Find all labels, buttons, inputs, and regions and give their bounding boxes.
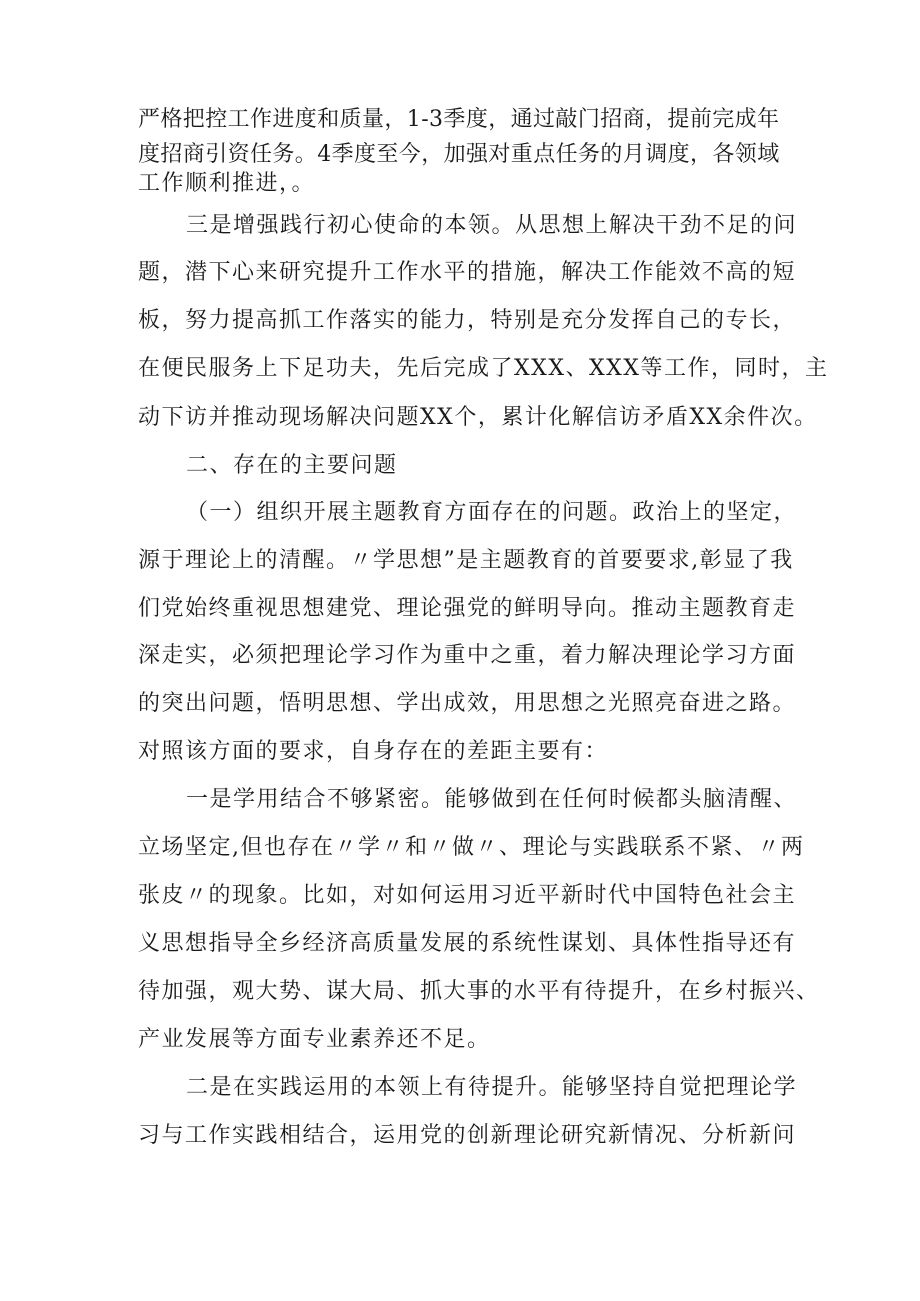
text-line: 二是在实践运用的本领上有待提升。能够坚持自觉把理论学 <box>186 1075 798 1100</box>
text-line: 深走实，必须把理论学习作为重中之重，着力解决理论学习方面 <box>138 643 797 668</box>
text-line: 产业发展等方面专业素养还不足。 <box>138 1027 491 1052</box>
text-line: 动下访并推动现场解决问题XX个，累计化解信访矛盾XX余件次。 <box>138 405 818 430</box>
text-line: 习与工作实践相结合，运用党的创新理论研究新情况、分析新问 <box>138 1123 797 1148</box>
text-line: 题，潜下心来研究提升工作水平的措施，解决工作能效不高的短 <box>138 260 797 285</box>
text-line: 板，努力提高抓工作落实的能力，特别是充分发挥自己的专长， <box>138 308 797 333</box>
subsection-heading: （一）组织开展主题教育方面存在的问题。政治上的坚定， <box>186 500 798 525</box>
text-line: 严格把控工作进度和质量，1-3季度，通过敲门招商，提前完成年 <box>138 107 780 132</box>
text-line: 们党始终重视思想建党、理论强党的鲜明导向。推动主题教育走 <box>138 596 797 621</box>
text-line: 对照该方面的要求，自身存在的差距主要有： <box>138 739 609 764</box>
text-line: 义思想指导全乡经济高质量发展的系统性谋划、具体性指导还有 <box>138 931 797 956</box>
text-line: 在便民服务上下足功夫，先后完成了XXX、XXX等工作，同时，主 <box>138 356 829 381</box>
text-line: 一是学用结合不够紧密。能够做到在任何时候都头脑清醒、 <box>186 787 798 812</box>
text-line: 立场坚定,但也存在〃学〃和〃做〃、理论与实践联系不紧、〃两 <box>138 835 805 860</box>
text-line: 三是增强践行初心使命的本领。从思想上解决干劲不足的问 <box>186 213 798 238</box>
text-line: 度招商引资任务。4季度至今，加强对重点任务的月调度，各领域 <box>138 142 780 167</box>
text-line: 待加强，观大势、谋大局、抓大事的水平有待提升，在乡村振兴、 <box>138 979 820 1004</box>
text-line: 源于理论上的清醒。〃学思想”是主题教育的首要要求,彰显了我 <box>138 548 794 573</box>
section-heading: 二、存在的主要问题 <box>186 453 398 478</box>
text-line: 工作顺利推进，。 <box>138 171 316 196</box>
text-line: 张皮〃的现象。比如，对如何运用习近平新时代中国特色社会主 <box>138 883 797 908</box>
text-line: 的突出问题，悟明思想、学出成效，用思想之光照亮奋进之路。 <box>138 691 797 716</box>
